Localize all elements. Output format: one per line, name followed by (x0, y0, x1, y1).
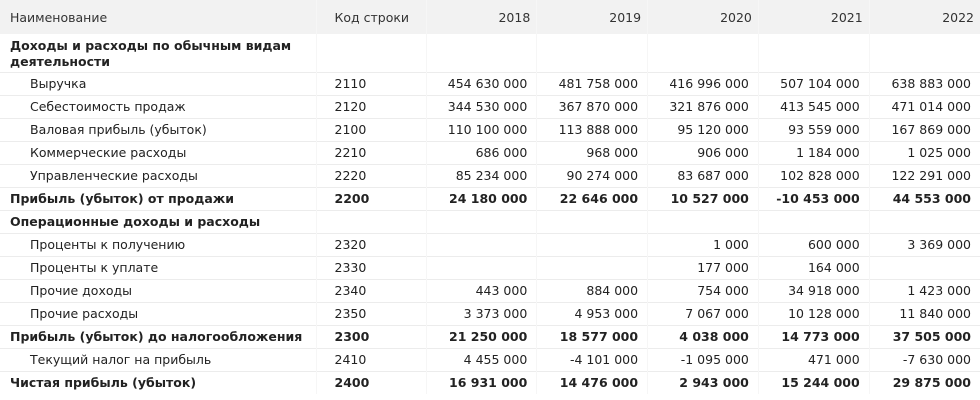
value-cell: 29 875 000 (869, 371, 980, 394)
row-name: Выручка (30, 76, 87, 91)
value-cell: 2 943 000 (648, 371, 759, 394)
table-row (0, 118, 980, 141)
column-header-year[interactable]: 2021 (758, 0, 869, 34)
value-cell: 443 000 (426, 279, 537, 302)
column-header-code[interactable]: Код строки (316, 0, 426, 34)
value-cell: 1 184 000 (758, 141, 869, 164)
value-cell (758, 210, 869, 233)
row-code (316, 34, 426, 72)
row-name: Валовая прибыль (убыток) (30, 122, 207, 137)
value-cell: 37 505 000 (869, 325, 980, 348)
value-cell: 22 646 000 (537, 187, 648, 210)
value-cell: 481 758 000 (537, 72, 648, 95)
row-code: 2220 (316, 164, 426, 187)
value-cell (426, 210, 537, 233)
column-header-year[interactable]: 2018 (426, 0, 537, 34)
value-cell: 14 773 000 (758, 325, 869, 348)
row-code: 2320 (316, 233, 426, 256)
table-row (0, 348, 980, 371)
section-title: Доходы и расходы по обычным видам деятельности (10, 38, 292, 69)
value-cell: 1 423 000 (869, 279, 980, 302)
value-cell: 164 000 (758, 256, 869, 279)
row-name: Прибыль (убыток) от продажи (10, 191, 234, 206)
value-cell: 16 931 000 (426, 371, 537, 394)
value-cell: 454 630 000 (426, 72, 537, 95)
value-cell: 90 274 000 (537, 164, 648, 187)
table-row (0, 164, 980, 187)
value-cell: -1 095 000 (648, 348, 759, 371)
value-cell: 18 577 000 (537, 325, 648, 348)
table-row (0, 279, 980, 302)
table-row (0, 141, 980, 164)
value-cell (537, 256, 648, 279)
value-cell (537, 210, 648, 233)
value-cell (537, 34, 648, 72)
value-cell: 34 918 000 (758, 279, 869, 302)
value-cell: 85 234 000 (426, 164, 537, 187)
value-cell: 344 530 000 (426, 95, 537, 118)
value-cell: 471 000 (758, 348, 869, 371)
table-header (0, 0, 980, 34)
value-cell: 4 455 000 (426, 348, 537, 371)
value-cell (869, 34, 980, 72)
table-row (0, 95, 980, 118)
value-cell: 122 291 000 (869, 164, 980, 187)
row-name: Себестоимость продаж (30, 99, 186, 114)
total-row (0, 187, 980, 210)
value-cell: 93 559 000 (758, 118, 869, 141)
row-code: 2210 (316, 141, 426, 164)
column-header-name[interactable]: Наименование (10, 9, 108, 25)
value-cell (426, 34, 537, 72)
row-name: Прочие доходы (30, 283, 133, 298)
table-row (0, 256, 980, 279)
value-cell: 321 876 000 (648, 95, 759, 118)
section-row (0, 34, 980, 72)
value-cell: 44 553 000 (869, 187, 980, 210)
row-name: Прочие расходы (30, 306, 139, 321)
value-cell: 167 869 000 (869, 118, 980, 141)
value-cell: 1 025 000 (869, 141, 980, 164)
value-cell: 10 128 000 (758, 302, 869, 325)
total-row (0, 371, 980, 394)
row-code: 2120 (316, 95, 426, 118)
row-code: 2410 (316, 348, 426, 371)
row-code: 2350 (316, 302, 426, 325)
row-name: Управленческие расходы (30, 168, 198, 183)
value-cell: 413 545 000 (758, 95, 869, 118)
value-cell: 686 000 (426, 141, 537, 164)
value-cell: -10 453 000 (758, 187, 869, 210)
value-cell: 507 104 000 (758, 72, 869, 95)
row-name: Чистая прибыль (убыток) (10, 375, 197, 391)
column-header-year[interactable]: 2019 (537, 0, 648, 34)
total-row (0, 325, 980, 348)
value-cell: 968 000 (537, 141, 648, 164)
value-cell: 102 828 000 (758, 164, 869, 187)
value-cell: 4 953 000 (537, 302, 648, 325)
row-code: 2110 (316, 72, 426, 95)
row-code: 2400 (316, 371, 426, 394)
value-cell: -7 630 000 (869, 348, 980, 371)
value-cell (869, 210, 980, 233)
row-name: Проценты к получению (30, 237, 186, 252)
value-cell (758, 34, 869, 72)
value-cell: 83 687 000 (648, 164, 759, 187)
value-cell: 24 180 000 (426, 187, 537, 210)
header-row (0, 0, 980, 34)
row-name: Текущий налог на прибыль (30, 352, 212, 367)
row-code: 2300 (316, 325, 426, 348)
value-cell: 1 000 (648, 233, 759, 256)
value-cell (537, 233, 648, 256)
value-cell (426, 233, 537, 256)
row-code: 2200 (316, 187, 426, 210)
value-cell: 884 000 (537, 279, 648, 302)
value-cell: 113 888 000 (537, 118, 648, 141)
value-cell (648, 210, 759, 233)
row-code: 2330 (316, 256, 426, 279)
value-cell: 600 000 (758, 233, 869, 256)
value-cell: 14 476 000 (537, 371, 648, 394)
section-title: Операционные доходы и расходы (10, 214, 261, 229)
value-cell: 638 883 000 (869, 72, 980, 95)
value-cell: 416 996 000 (648, 72, 759, 95)
value-cell: 95 120 000 (648, 118, 759, 141)
value-cell: 4 038 000 (648, 325, 759, 348)
value-cell: 10 527 000 (648, 187, 759, 210)
table-row (0, 72, 980, 95)
value-cell (869, 256, 980, 279)
value-cell: 15 244 000 (758, 371, 869, 394)
table-row (0, 302, 980, 325)
value-cell: 7 067 000 (648, 302, 759, 325)
value-cell: -4 101 000 (537, 348, 648, 371)
value-cell (426, 256, 537, 279)
value-cell: 11 840 000 (869, 302, 980, 325)
column-header-year[interactable]: 2022 (869, 0, 980, 34)
row-name: Проценты к уплате (30, 260, 159, 275)
value-cell: 906 000 (648, 141, 759, 164)
row-name: Прибыль (убыток) до налогообложения (10, 329, 303, 344)
table-body (0, 34, 980, 394)
row-name: Коммерческие расходы (30, 145, 187, 160)
row-code (316, 210, 426, 233)
value-cell: 110 100 000 (426, 118, 537, 141)
value-cell: 367 870 000 (537, 95, 648, 118)
value-cell (648, 34, 759, 72)
value-cell: 177 000 (648, 256, 759, 279)
value-cell: 3 373 000 (426, 302, 537, 325)
column-header-year[interactable]: 2020 (648, 0, 759, 34)
row-code: 2100 (316, 118, 426, 141)
value-cell: 21 250 000 (426, 325, 537, 348)
value-cell: 471 014 000 (869, 95, 980, 118)
table-row (0, 233, 980, 256)
value-cell: 3 369 000 (869, 233, 980, 256)
value-cell: 754 000 (648, 279, 759, 302)
section-row (0, 210, 980, 233)
row-code: 2340 (316, 279, 426, 302)
